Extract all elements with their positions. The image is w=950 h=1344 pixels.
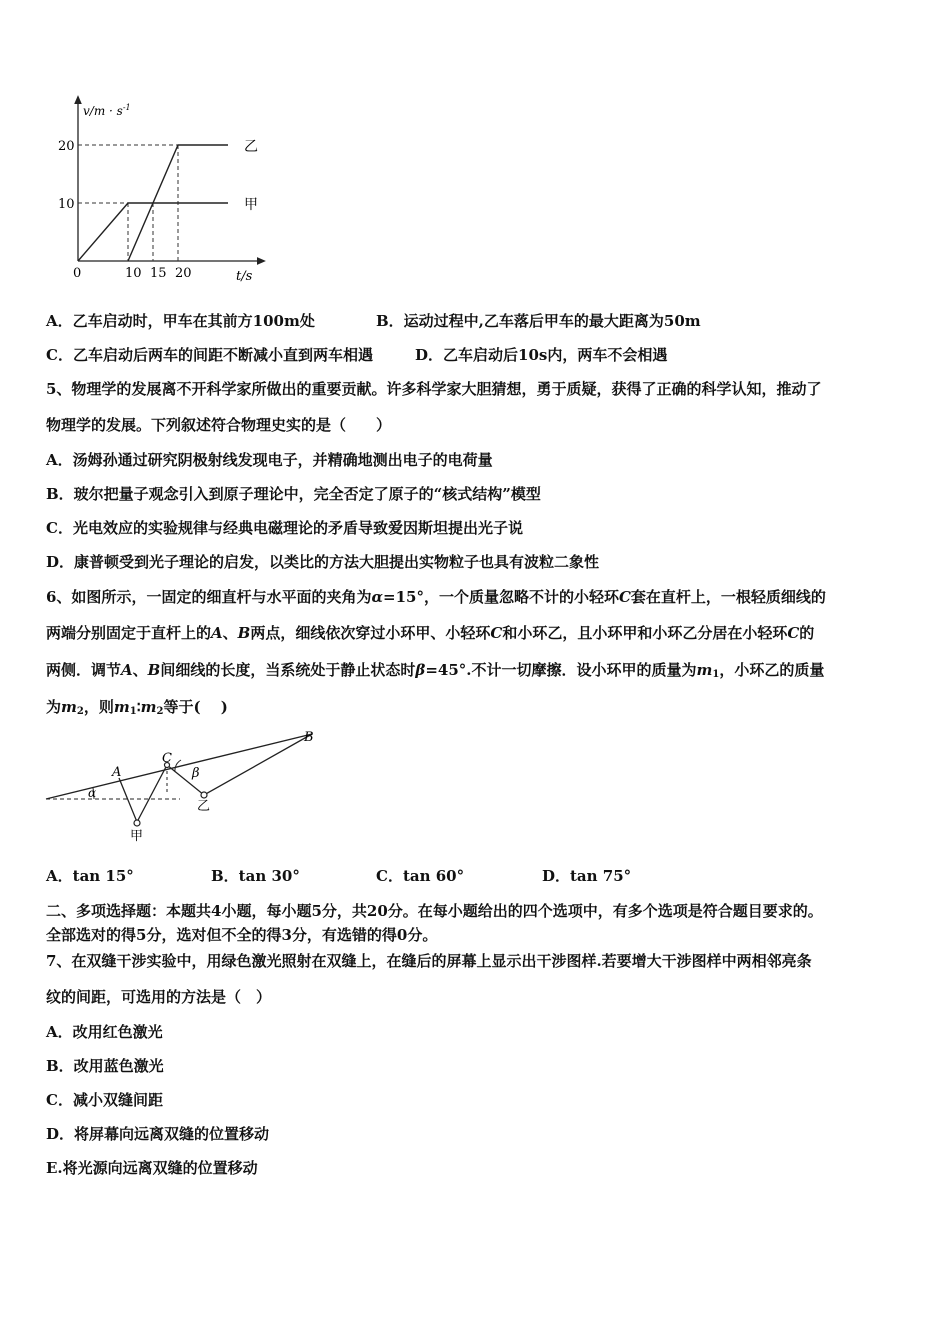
q5-option-b: B．玻尔把量子观念引入到原子理论中，完全否定了原子的“核式结构”模型 — [46, 485, 541, 503]
q6-option-a: A．tan 15° — [46, 867, 134, 885]
q4-option-d: D．乙车启动后10s内，两车不会相遇 — [415, 346, 668, 364]
y-axis-label: $v/m \cdot s^{-1}$ — [83, 103, 131, 118]
q6-stem-line2: 两端分别固定于直杆上的A、B两点，细线依次穿过小环甲、小轻环C和小环乙，且小环甲和小环乙分居在小轻环C的 — [46, 624, 815, 642]
label-a: A — [112, 765, 122, 780]
q4-option-b: B．运动过程中,乙车落后甲车的最大距离为50m — [376, 312, 701, 330]
q6-figure — [40, 722, 330, 847]
q6-option-b: B．tan 30° — [211, 867, 300, 885]
q7-option-d: D．将屏幕向远离双缝的位置移动 — [46, 1125, 270, 1143]
label-c: C — [162, 751, 172, 766]
q5-option-c: C．光电效应的实验规律与经典电磁理论的矛盾导致爱因斯坦提出光子说 — [46, 519, 523, 537]
section2-heading-line1: 二、多项选择题：本题共4小题，每小题5分，共20分。在每小题给出的四个选项中，有多个选项是符合题目要求的。 — [46, 902, 823, 920]
x-axis-label: t/s — [236, 269, 253, 284]
series-label-jia: 甲 — [244, 197, 258, 213]
x-tick-label: 10 — [125, 266, 142, 281]
ring-yi — [201, 792, 207, 798]
q7-option-c: C．减小双缝间距 — [46, 1091, 163, 1109]
q7-option-b: B．改用蓝色激光 — [46, 1057, 164, 1075]
q5-stem-line2: 物理学的发展。下列叙述符合物理史实的是（ ） — [46, 416, 392, 434]
q4-option-c: C．乙车启动后两车的间距不断减小直到两车相遇 — [46, 346, 373, 364]
x-tick-label: 20 — [175, 266, 192, 281]
q6-stem-line1: 6、如图所示，一固定的细直杆与水平面的夹角为α=15°，一个质量忽略不计的小轻环C套在直杆上，一根轻质细线的 — [46, 588, 826, 606]
q6-option-d: D．tan 75° — [542, 867, 632, 885]
vt-graph — [40, 95, 280, 290]
label-b: B — [304, 730, 314, 745]
q6-stem-line3: 两侧．调节A、B间细线的长度，当系统处于静止状态时β=45°.不计一切摩擦．设小环甲的质量为$m_1$，小环乙的质量 — [46, 661, 825, 680]
q7-stem-line2: 纹的间距，可选用的方法是（ ） — [46, 988, 272, 1006]
series-label-yi: 乙 — [244, 139, 258, 155]
label-beta: β — [192, 766, 200, 781]
section2-heading-line2: 全部选对的得5分，选对但不全的得3分，有选错的得0分。 — [46, 926, 438, 944]
q4-option-a: A．乙车启动时，甲车在其前方100m处 — [46, 312, 315, 330]
label-alpha: α — [88, 786, 97, 800]
q6-option-c: C．tan 60° — [376, 867, 465, 885]
q7-option-a: A．改用红色激光 — [46, 1023, 163, 1041]
label-yi: 乙 — [197, 799, 211, 814]
label-jia: 甲 — [130, 829, 144, 844]
q5-option-d: D．康普顿受到光子理论的启发，以类比的方法大胆提出实物粒子也具有波粒二象性 — [46, 553, 600, 571]
x-tick-label: 15 — [150, 266, 167, 281]
origin-label: 0 — [73, 266, 82, 281]
y-tick-label: 20 — [58, 139, 75, 154]
q6-stem-line4: 为$m_2$，则$m_1∶m_2$等于( ) — [46, 698, 228, 717]
rod — [46, 734, 312, 799]
q7-option-e: E.将光源向远离双缝的位置移动 — [46, 1159, 258, 1177]
string — [119, 734, 312, 822]
q7-stem-line1: 7、在双缝干涉实验中，用绿色激光照射在双缝上，在缝后的屏幕上显示出干涉图样.若要增大干涉图样中两相邻亮条 — [46, 952, 812, 970]
y-tick-label: 10 — [58, 197, 75, 212]
q5-option-a: A．汤姆孙通过研究阴极射线发现电子，并精确地测出电子的电荷量 — [46, 451, 493, 469]
ring-jia — [134, 820, 140, 826]
q5-stem-line1: 5、物理学的发展离不开科学家所做出的重要贡献。许多科学家大胆猜想，勇于质疑，获得了正确的科学认知，推动了 — [46, 380, 822, 398]
